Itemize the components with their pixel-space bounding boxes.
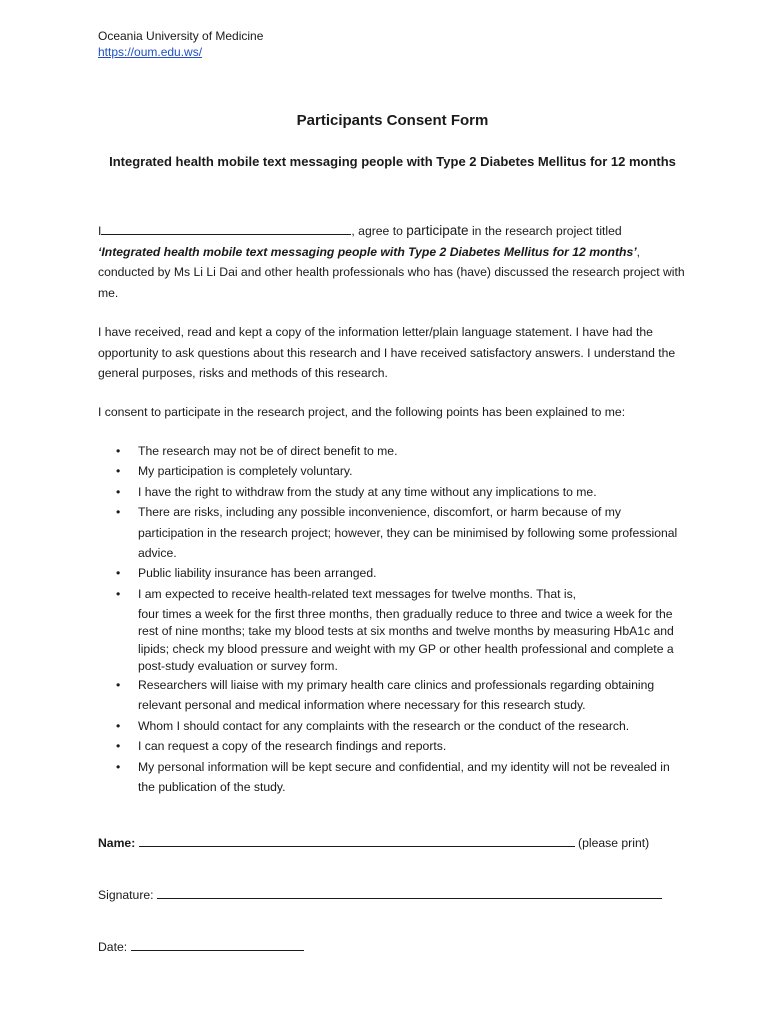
- name-field-row: [98, 834, 649, 850]
- date-field[interactable]: [131, 938, 304, 951]
- form-subtitle: Integrated health mobile text messaging people with Type 2 Diabetes Mellitus for 12 months: [109, 154, 676, 169]
- information-paragraph: I have received, read and kept a copy of the information letter/plain language statement. I have had the opportunity to ask questions about this research and I have received satisfactory answers. I understand the general purposes, risks and methods of this research.: [98, 325, 676, 380]
- consent-points-list: [98, 441, 690, 798]
- list-item-detail: [98, 606, 690, 675]
- institution-link[interactable]: https://oum.edu.ws/: [98, 45, 203, 59]
- list-item: [98, 502, 690, 563]
- name-field[interactable]: [139, 834, 575, 847]
- bullet-icon: •: [116, 464, 121, 479]
- list-item-text: The research may not be of direct benefit to me.: [138, 444, 398, 458]
- list-item-text: Public liability insurance has been arranged.: [138, 566, 377, 581]
- list-item-text: There are risks, including any possible inconvenience, discomfort, or harm because of my participation in the research project; however, they can be minimised by following some professional advice.: [138, 505, 678, 561]
- signature-field-row: [98, 886, 662, 902]
- bullet-icon: •: [116, 444, 121, 458]
- bullet-icon: •: [116, 505, 121, 520]
- list-item-text: My participation is completely voluntary.: [138, 464, 353, 479]
- bullet-icon: •: [116, 739, 121, 754]
- bullet-icon: •: [116, 678, 121, 693]
- date-label: Date:: [98, 940, 128, 954]
- list-item-text: I can request a copy of the research findings and reports.: [138, 739, 447, 754]
- bullet-icon: •: [116, 566, 121, 581]
- institution-name: Oceania University of Medicine: [98, 29, 264, 43]
- form-title: Participants Consent Form: [296, 112, 489, 129]
- consent-continuation: conducted by Ms Li Li Dai and other health professionals who has (have) discussed the research project with me.: [98, 265, 685, 300]
- bullet-icon: •: [116, 718, 121, 733]
- consent-prefix: I: [98, 224, 102, 238]
- bullet-icon: •: [116, 484, 121, 499]
- comma: ,: [636, 244, 641, 259]
- document-header: [98, 28, 263, 60]
- list-item: [98, 716, 690, 736]
- list-item: [98, 584, 690, 604]
- participant-name-blank[interactable]: [101, 222, 351, 235]
- list-item: [98, 675, 690, 716]
- list-item: [98, 441, 690, 461]
- after-participate-text: in the research project titled: [468, 224, 622, 238]
- list-item: [98, 757, 690, 798]
- bullet-icon: •: [116, 586, 121, 601]
- list-item-text: I have the right to withdraw from the study at any time without any implications to me.: [138, 484, 597, 499]
- list-item-text: My personal information will be kept secure and confidential, and my identity will not be revealed in the publication of the study.: [138, 759, 670, 795]
- signature-label: Signature:: [98, 888, 154, 902]
- list-item: [98, 482, 690, 502]
- participate-word: participate: [406, 223, 469, 238]
- consent-intro-paragraph: I consent to participate in the research project, and the following points has been explained to me:: [98, 405, 626, 419]
- list-item-text: I am expected to receive health-related text messages for twelve months. That is,: [138, 586, 577, 601]
- list-item: [98, 563, 690, 583]
- list-item: [98, 461, 690, 481]
- list-item-text: Whom I should contact for any complaints with the research or the conduct of the research.: [138, 718, 630, 733]
- list-item: [98, 736, 690, 756]
- list-item-text: Researchers will liaise with my primary health care clinics and professionals regarding obtaining relevant personal and medical information where necessary for this research study.: [138, 678, 655, 713]
- date-field-row: [98, 938, 304, 954]
- signature-field[interactable]: [157, 886, 662, 899]
- list-item-text: four times a week for the first three months, then gradually reduce to three and twice a week for the rest of nine months; take my blood tests at six months and twelve months by measuring HbA1c and lipids; check my blood pressure and weight with my GP or other health professional and complete a post-study evaluation or survey form.: [138, 607, 674, 673]
- project-title: ‘Integrated health mobile text messaging people with Type 2 Diabetes Mellitus for 12 months’: [98, 244, 637, 259]
- agree-text: , agree to: [351, 224, 407, 238]
- bullet-icon: •: [116, 759, 121, 774]
- consent-statement: [98, 221, 688, 303]
- name-label: Name:: [98, 836, 136, 850]
- name-hint: (please print): [578, 836, 650, 850]
